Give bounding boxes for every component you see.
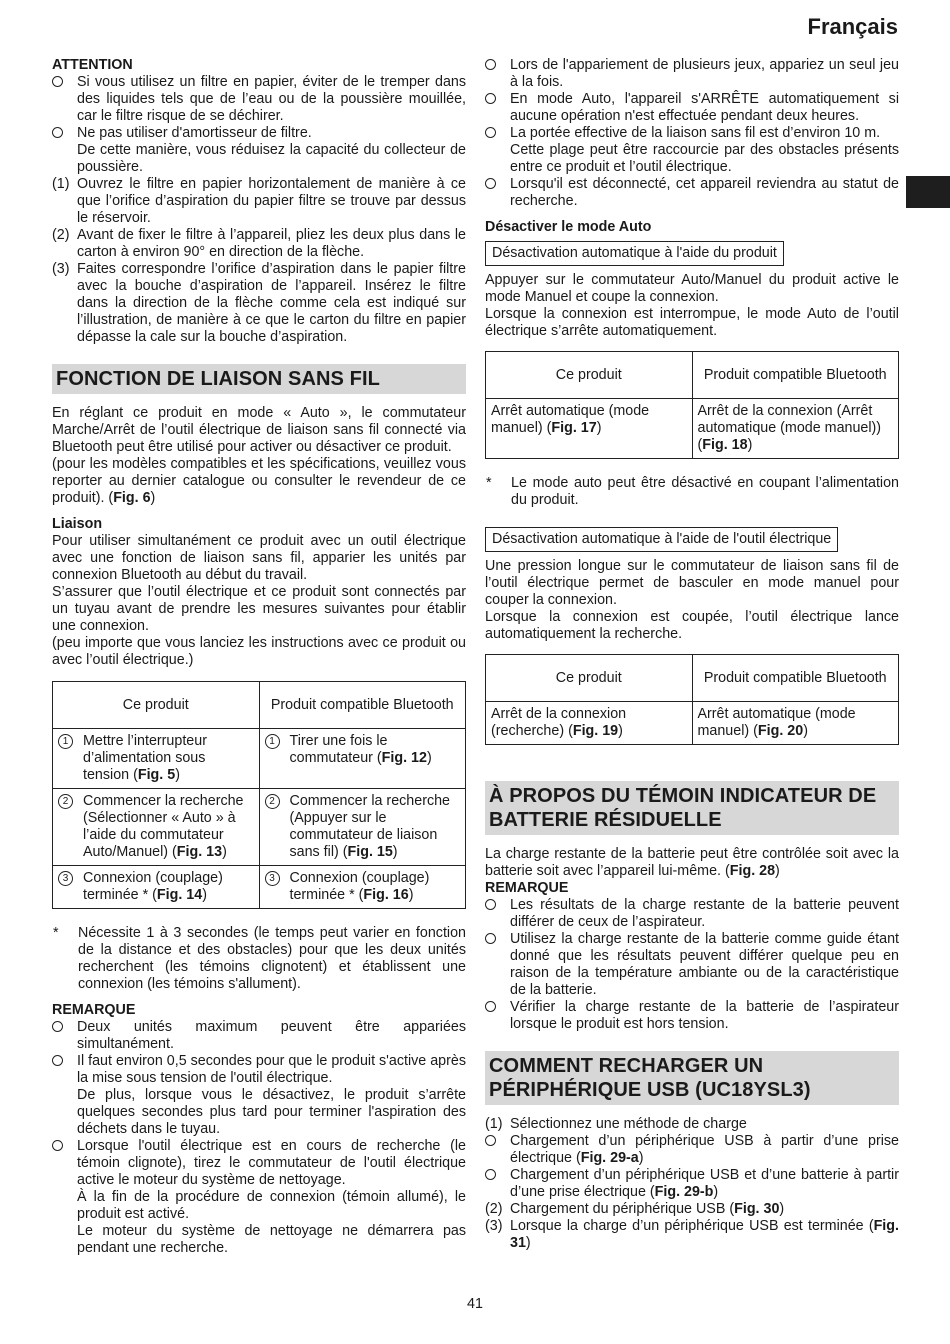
table-cell-text: Mettre l’interrupteur d’alimentation sous tension (Fig. 5) (83, 733, 207, 783)
table-cell-text: Tirer une fois le commutateur (Fig. 12) (289, 733, 432, 766)
section-heading-usb: COMMENT RECHARGER UN PÉRIPHÉRIQUE USB (UC18YSL3) (485, 1051, 899, 1105)
bullet-circle-icon (485, 933, 496, 944)
step-text: Chargement du périphérique USB (Fig. 30) (510, 1201, 785, 1217)
table-cell-text: Connexion (couplage) terminée * (Fig. 14) (83, 870, 223, 903)
step-text: Chargement d’un périphérique USB à partir d’une prise électrique (Fig. 29-a) (510, 1133, 899, 1166)
paragraph: Appuyer sur le commutateur Auto/Manuel du produit active le mode Manuel et coupe la connexion. (485, 272, 899, 305)
table-row (53, 729, 466, 789)
section-heading-battery: À PROPOS DU TÉMOIN INDICATEUR DE BATTERIE RÉSIDUELLE (485, 781, 899, 835)
liaison-paragraph: (peu importe que vous lanciez les instructions avec ce produit ou avec l’outil électrique.) (52, 635, 466, 668)
note-item (485, 91, 899, 125)
step-text: Chargement d’un périphérique USB et d’une batterie à partir d’une prise électrique (Fig. 29-b) (510, 1167, 899, 1200)
boxed-subtitle: Désactivation automatique à l'aide de l'outil électrique (485, 527, 838, 552)
table-row (53, 789, 466, 866)
step-item (52, 176, 466, 227)
remarque-item (485, 897, 899, 931)
usb-step (485, 1218, 899, 1252)
number-circle-icon: 1 (58, 734, 73, 749)
note-item-text: La portée effective de la liaison sans fil est d’environ 10 m. Cette plage peut être raccourcie par des obstacles présents entre ce produit et l’outil électrique. (510, 125, 899, 175)
remarque-title: REMARQUE (485, 880, 569, 896)
desactiver-title: Désactiver le mode Auto (485, 219, 652, 235)
liaison-paragraph: Pour utiliser simultanément ce produit avec un outil électrique avec une fonction de liaison sans fil, apparier les unités par connexion Bluetooth au début du travail. (52, 533, 466, 583)
table-header: Ce produit (486, 655, 693, 702)
intro-paragraph: En réglant ce produit en mode « Auto », le commutateur Marche/Arrêt de l’outil électrique de liaison sans fil connecté via Bluetooth peut être utilisé pour activer ou désactiver ce produit. (52, 405, 466, 455)
note-item (485, 57, 899, 91)
paragraph: Une pression longue sur le commutateur de liaison sans fil de l’outil électrique permet de basculer en mode manuel pour couper la connexion. (485, 558, 899, 608)
remarque-item-text: Vérifier la charge restante de la batterie de l’aspirateur lorsque le produit est hors tension. (510, 999, 899, 1032)
table-header: Ce produit (486, 352, 693, 399)
remarque-item (52, 1053, 466, 1138)
note-item (485, 125, 899, 176)
section-heading-liaison: FONCTION DE LIAISON SANS FIL (52, 364, 466, 394)
step-number: (2) (52, 227, 70, 243)
step-number: (1) (52, 176, 70, 192)
remarque-item-text: Utilisez la charge restante de la batterie comme guide étant donné que les résultats peuvent différer quelque peu en raison de la température ambiante ou de la caractéristique de la batterie. (510, 931, 899, 998)
footnote-text: Le mode auto peut être désactivé en coupant l’alimentation du produit. (511, 475, 899, 508)
bullet-circle-icon (485, 127, 496, 138)
disable-table-tool (485, 654, 899, 745)
table-cell-text: Commencer la recherche (Sélectionner « Auto » à l’aide du commutateur Auto/Manuel) (Fig. 13) (83, 793, 244, 860)
paragraph: Lorsque la connexion est coupée, l’outil électrique lance automatiquement la recherche. (485, 609, 899, 642)
note-item-text: En mode Auto, l'appareil s'ARRÊTE automatiquement si aucune opération n'est effectuée pendant deux heures. (510, 91, 899, 124)
liaison-title: Liaison (52, 516, 103, 532)
bullet-circle-icon (485, 59, 496, 70)
footnote-text: Nécessite 1 à 3 secondes (le temps peut varier en fonction de la distance et des obstacles) pour que les deux unités recherchent (les témoins clignotent) et établissent une connexion (les témoins s'allument). (78, 925, 466, 992)
step-text: Lorsque la charge d’un périphérique USB est terminée (Fig. 31) (510, 1218, 899, 1251)
remarque-item (485, 931, 899, 999)
remarque-item (52, 1138, 466, 1257)
table-cell-text: Arrêt automatique (mode manuel) (Fig. 20) (692, 702, 899, 745)
bullet-circle-icon (52, 127, 63, 138)
remarque-item-text: Deux unités maximum peuvent être appariées simultanément. (77, 1019, 466, 1052)
table-row (53, 866, 466, 909)
table-cell-text: Arrêt de la connexion (recherche) (Fig. 19) (486, 702, 693, 745)
remarque-item-text: Les résultats de la charge restante de la batterie peuvent différer de ceux de l’aspirateur. (510, 897, 899, 930)
bullet-circle-icon (485, 1135, 496, 1146)
table-header: Ce produit (53, 682, 260, 729)
table-row (486, 702, 899, 745)
step-number: (3) (52, 261, 70, 277)
usb-step (485, 1116, 899, 1133)
bullet-circle-icon (52, 76, 63, 87)
footnote (52, 925, 466, 993)
table-cell-text: Arrêt de la connexion (Arrêt automatique (mode manuel)) (Fig. 18) (692, 399, 899, 459)
step-text: Faites correspondre l’orifice d’aspiration dans le papier filtre avec la bouche d’aspiration de l’appareil. Insérez le filtre dans la direction de la flèche comme cela est indiqué sur l’illustration, de manière à ce que le carton du filtre en papier dépasse la cale sur la bouche d’aspiration. (77, 261, 466, 345)
table-cell-text: Arrêt automatique (mode manuel) (Fig. 17) (486, 399, 693, 459)
intro-note: (pour les modèles compatibles et les spécifications, veuillez vous reporter au dernier catalogue ou consulter le revendeur de ce produit). (Fig. 6) (52, 456, 466, 506)
remarque-item-text: Lorsque l'outil électrique est en cours de recherche (le témoin clignote), tirez le commutateur de l'outil électrique active le moteur du système de nettoyage. À la fin de la procédure de connexion (témoin allumé), le produit est activé. Le moteur du système de nettoyage ne démarrera pas pendant une recherche. (77, 1138, 466, 1256)
remarque-item (485, 999, 899, 1033)
bullet-circle-icon (52, 1021, 63, 1032)
remarque-item (52, 1019, 466, 1053)
table-cell-text: Commencer la recherche (Appuyer sur le commutateur de liaison sans fil) (Fig. 15) (289, 793, 451, 860)
table-header: Produit compatible Bluetooth (692, 655, 899, 702)
number-circle-icon: 3 (58, 871, 73, 886)
table-header: Produit compatible Bluetooth (259, 682, 466, 729)
step-text: Ouvrez le filtre en papier horizontalement de manière à ce que l’orifice d’aspiration du papier filtre se trouve par dessus le réservoir. (77, 176, 466, 226)
number-circle-icon: 2 (265, 794, 280, 809)
usb-step (485, 1133, 899, 1167)
liaison-paragraph: S’assurer que l’outil électrique et ce produit sont connectés par un tuyau avant de prendre les mesures suivantes pour établir une connexion. (52, 584, 466, 634)
bullet-circle-icon (52, 1055, 63, 1066)
attention-item (52, 74, 466, 125)
disable-table-product (485, 351, 899, 459)
step-item (52, 261, 466, 346)
bullet-circle-icon (52, 1140, 63, 1151)
table-cell-text: Connexion (couplage) terminée * (Fig. 16) (289, 870, 430, 903)
footnote-mark: * (53, 925, 59, 941)
note-item-text: Lorsqu'il est déconnecté, cet appareil reviendra au statut de recherche. (510, 176, 899, 209)
page-number: 41 (467, 1296, 483, 1312)
bullet-circle-icon (485, 1001, 496, 1012)
right-column (485, 57, 899, 1252)
left-column (52, 57, 466, 1257)
usb-step (485, 1167, 899, 1201)
attention-item-text: Si vous utilisez un filtre en papier, éviter de le tremper dans des liquides tels que de l’eau ou de la poussière mouillée, car le filtre risque de se déchirer. (77, 74, 466, 124)
page-tab-marker (906, 176, 950, 208)
step-number: (3) (485, 1218, 503, 1234)
footnote-mark: * (486, 475, 492, 491)
paragraph: La charge restante de la batterie peut être contrôlée soit avec la batterie soit avec l’appareil lui-même. (Fig. 28) (485, 846, 899, 879)
step-item (52, 227, 466, 261)
bullet-circle-icon (485, 1169, 496, 1180)
note-item (485, 176, 899, 210)
table-header: Produit compatible Bluetooth (692, 352, 899, 399)
number-circle-icon: 2 (58, 794, 73, 809)
step-text: Sélectionnez une méthode de charge (510, 1116, 747, 1132)
boxed-subtitle: Désactivation automatique à l'aide du produit (485, 241, 784, 266)
table-row (486, 399, 899, 459)
remarque-item-text: Il faut environ 0,5 secondes pour que le produit s'active après la mise sous tension de l'outil électrique. De plus, lorsque vous le désactivez, le produit s’arrête quelques secondes plus tard pour terminer l'aspiration des déchets dans le tuyau. (77, 1053, 466, 1137)
bullet-circle-icon (485, 899, 496, 910)
paragraph: Lorsque la connexion est interrompue, le mode Auto de l’outil électrique s’arrête automatiquement. (485, 306, 899, 339)
step-number: (2) (485, 1201, 503, 1217)
bullet-circle-icon (485, 178, 496, 189)
attention-title: ATTENTION (52, 57, 133, 73)
attention-item (52, 125, 466, 176)
language-label: Français (807, 14, 898, 39)
note-item-text: Lors de l'appariement de plusieurs jeux, appariez un seul jeu à la fois. (510, 57, 899, 90)
number-circle-icon: 3 (265, 871, 280, 886)
attention-item-text: Ne pas utiliser d'amortisseur de filtre. De cette manière, vous réduisez la capacité du collecteur de poussière. (77, 125, 466, 175)
bullet-circle-icon (485, 93, 496, 104)
footnote (485, 475, 899, 509)
step-number: (1) (485, 1116, 503, 1132)
usb-step (485, 1201, 899, 1218)
number-circle-icon: 1 (265, 734, 280, 749)
pairing-table (52, 681, 466, 909)
step-text: Avant de fixer le filtre à l’appareil, pliez les deux plus dans le carton à environ 90° en direction de la flèche. (77, 227, 466, 260)
remarque-title: REMARQUE (52, 1002, 136, 1018)
